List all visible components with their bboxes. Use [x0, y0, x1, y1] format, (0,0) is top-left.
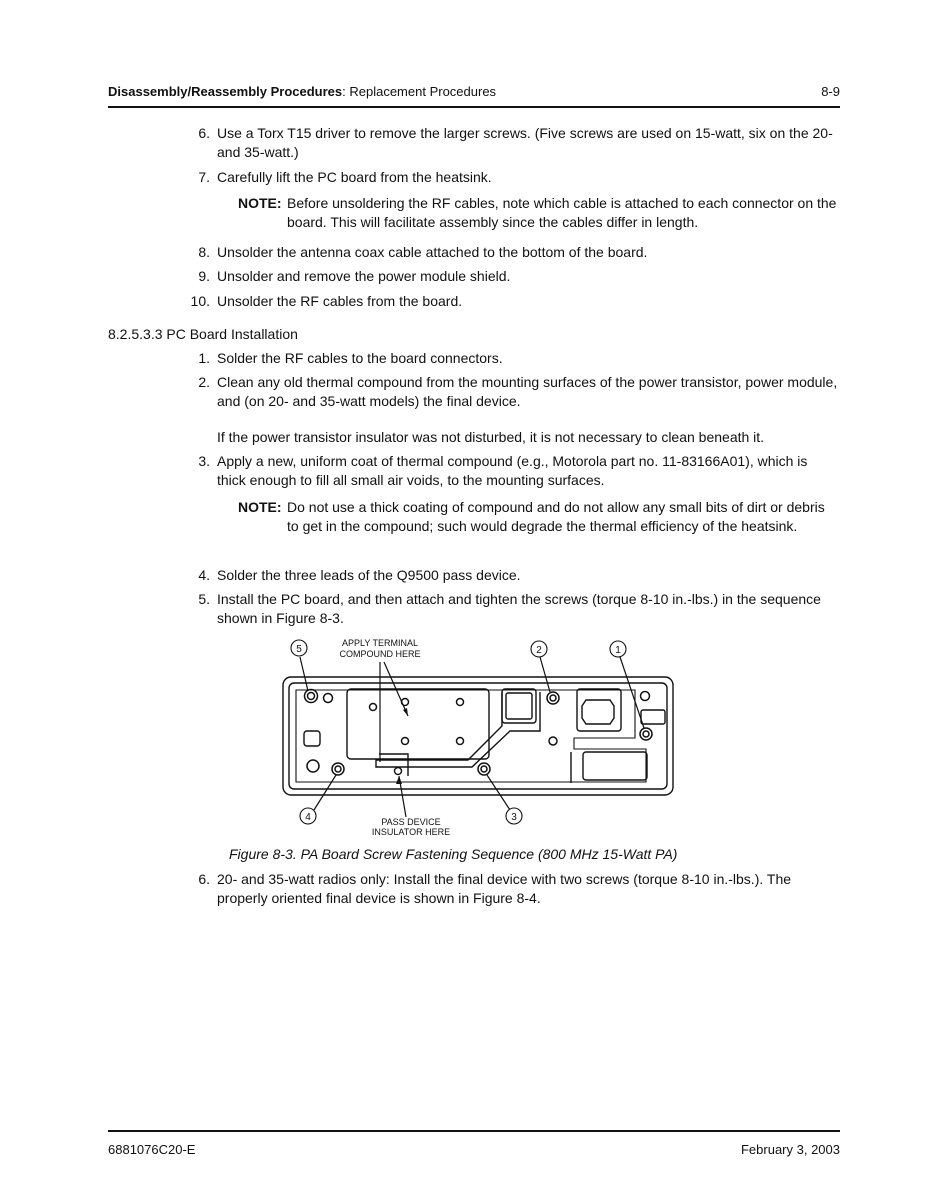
channel-outline — [376, 692, 540, 767]
hole — [549, 737, 557, 745]
section-heading: 8.2.5.3.3 PC Board Installation — [108, 326, 298, 342]
connector-block — [502, 689, 536, 723]
pass-device-label-line1: PASS DEVICE — [381, 817, 441, 827]
header-rule — [108, 106, 840, 108]
compound-label-line2: COMPOUND HERE — [339, 649, 421, 659]
footer-date: February 3, 2003 — [740, 1142, 840, 1157]
list-text: Install the PC board, and then attach and tighten the screws (torque 8-10 in.-lbs.) in the sequence shown in Figure 8-3. — [217, 591, 821, 626]
left-pad — [304, 731, 320, 746]
list-number: 10. — [190, 293, 210, 309]
connector-block-inner — [506, 693, 532, 719]
page-header — [108, 84, 840, 99]
screw-hole-3-inner — [481, 766, 487, 772]
list-number: 6. — [198, 871, 210, 887]
list-number: 2. — [198, 374, 210, 390]
arrowhead — [403, 708, 408, 716]
board-outline — [296, 690, 646, 782]
list-text: Unsolder the RF cables from the board. — [217, 293, 463, 309]
list-number: 7. — [198, 169, 210, 185]
hole — [324, 694, 333, 703]
hole — [457, 699, 464, 706]
list-number: 1. — [198, 350, 210, 366]
header-title — [108, 84, 496, 99]
list-number: 8. — [198, 244, 210, 260]
pass-device-shape — [379, 754, 408, 776]
note-label: NOTE: — [238, 499, 282, 515]
callout-1-label: 1 — [615, 645, 621, 656]
screw-hole-2-inner — [550, 695, 556, 701]
leader-4 — [314, 775, 336, 810]
note-text: Do not use a thick coating of compound and do not allow any small bits of dirt or debris to get in the compound; such would degrade the thermal efficiency of the heatsink. — [287, 499, 825, 534]
pass-device-hole — [395, 768, 402, 775]
hole — [457, 738, 464, 745]
figure-caption: Figure 8-3. PA Board Screw Fastening Sequence (800 MHz 15-Watt PA) — [229, 846, 678, 862]
list-number: 4. — [198, 567, 210, 583]
screw-hole-5 — [305, 690, 318, 703]
list-text: Carefully lift the PC board from the heatsink. — [217, 169, 492, 185]
hole — [307, 760, 319, 772]
lower-right-box — [583, 752, 647, 780]
hole — [370, 704, 377, 711]
right-module-cutout — [582, 700, 614, 724]
list-text: Clean any old thermal compound from the mounting surfaces of the power transistor, power module, and (on 20- and 35-watt models) the final device. — [217, 374, 838, 409]
hole — [402, 738, 409, 745]
screw-hole-5-inner — [308, 693, 315, 700]
list-text: Unsolder and remove the power module shield. — [217, 268, 511, 284]
list-number: 9. — [198, 268, 210, 284]
screw-hole-4 — [332, 763, 344, 775]
leader-3 — [487, 775, 510, 810]
hole — [641, 692, 650, 701]
list-text: Solder the three leads of the Q9500 pass device. — [217, 567, 521, 583]
screw-hole-1-inner — [643, 731, 649, 737]
screw-hole-2 — [547, 692, 559, 704]
heatsink-inner-outline — [289, 683, 667, 789]
list-text: 20- and 35-watt radios only: Install the final device with two screws (torque 8-10 in.-lbs.). The properly oriented final device is shown in Figure 8-4. — [217, 871, 792, 906]
list-number: 5. — [198, 591, 210, 607]
list-text: Unsolder the antenna coax cable attached to the bottom of the board. — [217, 244, 648, 260]
list-number: 3. — [198, 453, 210, 469]
page-number: 8-9 — [821, 84, 840, 99]
leader-5 — [300, 657, 308, 691]
list-number: 6. — [198, 125, 210, 141]
note-text: Before unsoldering the RF cables, note which cable is attached to each connector on the board. This will facilitate assembly since the cables differ in length. — [287, 195, 837, 230]
callout-4-label: 4 — [305, 812, 311, 823]
arrowhead — [396, 776, 402, 784]
list-text: Apply a new, uniform coat of thermal compound (e.g., Motorola part no. 11-83166A01), which is thick enough to fill all small air voids, to the mounting surfaces. — [217, 453, 808, 488]
screw-hole-3 — [478, 763, 490, 775]
list-text: Solder the RF cables to the board connectors. — [217, 350, 503, 366]
note-label: NOTE: — [238, 195, 282, 211]
header-title-bold: Disassembly/Reassembly Procedures — [108, 84, 343, 99]
callout-3-label: 3 — [511, 812, 517, 823]
pa-board-figure — [280, 634, 680, 840]
leader-1 — [620, 657, 644, 728]
doc-number: 6881076C20-E — [108, 1142, 196, 1157]
screw-hole-1 — [640, 728, 652, 740]
right-notch — [641, 710, 665, 724]
body-paragraph: If the power transistor insulator was not disturbed, it is not necessary to clean beneath it. — [217, 429, 765, 445]
leader-2 — [540, 657, 550, 692]
footer-rule — [108, 1130, 840, 1132]
power-module-area — [347, 689, 489, 759]
screw-hole-4-inner — [335, 766, 341, 772]
callout-5-label: 5 — [296, 644, 302, 655]
compound-label-line1: APPLY TERMINAL — [341, 638, 419, 648]
header-title-rest: : Replacement Procedures — [342, 84, 497, 99]
page-footer — [108, 1142, 840, 1157]
callout-2-label: 2 — [536, 645, 542, 656]
pass-device-label-line2: INSULATOR HERE — [371, 827, 451, 837]
heatsink-outline — [283, 677, 673, 795]
list-text: Use a Torx T15 driver to remove the larger screws. (Five screws are used on 15-watt, six on the 20- and 35-watt.) — [217, 125, 833, 160]
